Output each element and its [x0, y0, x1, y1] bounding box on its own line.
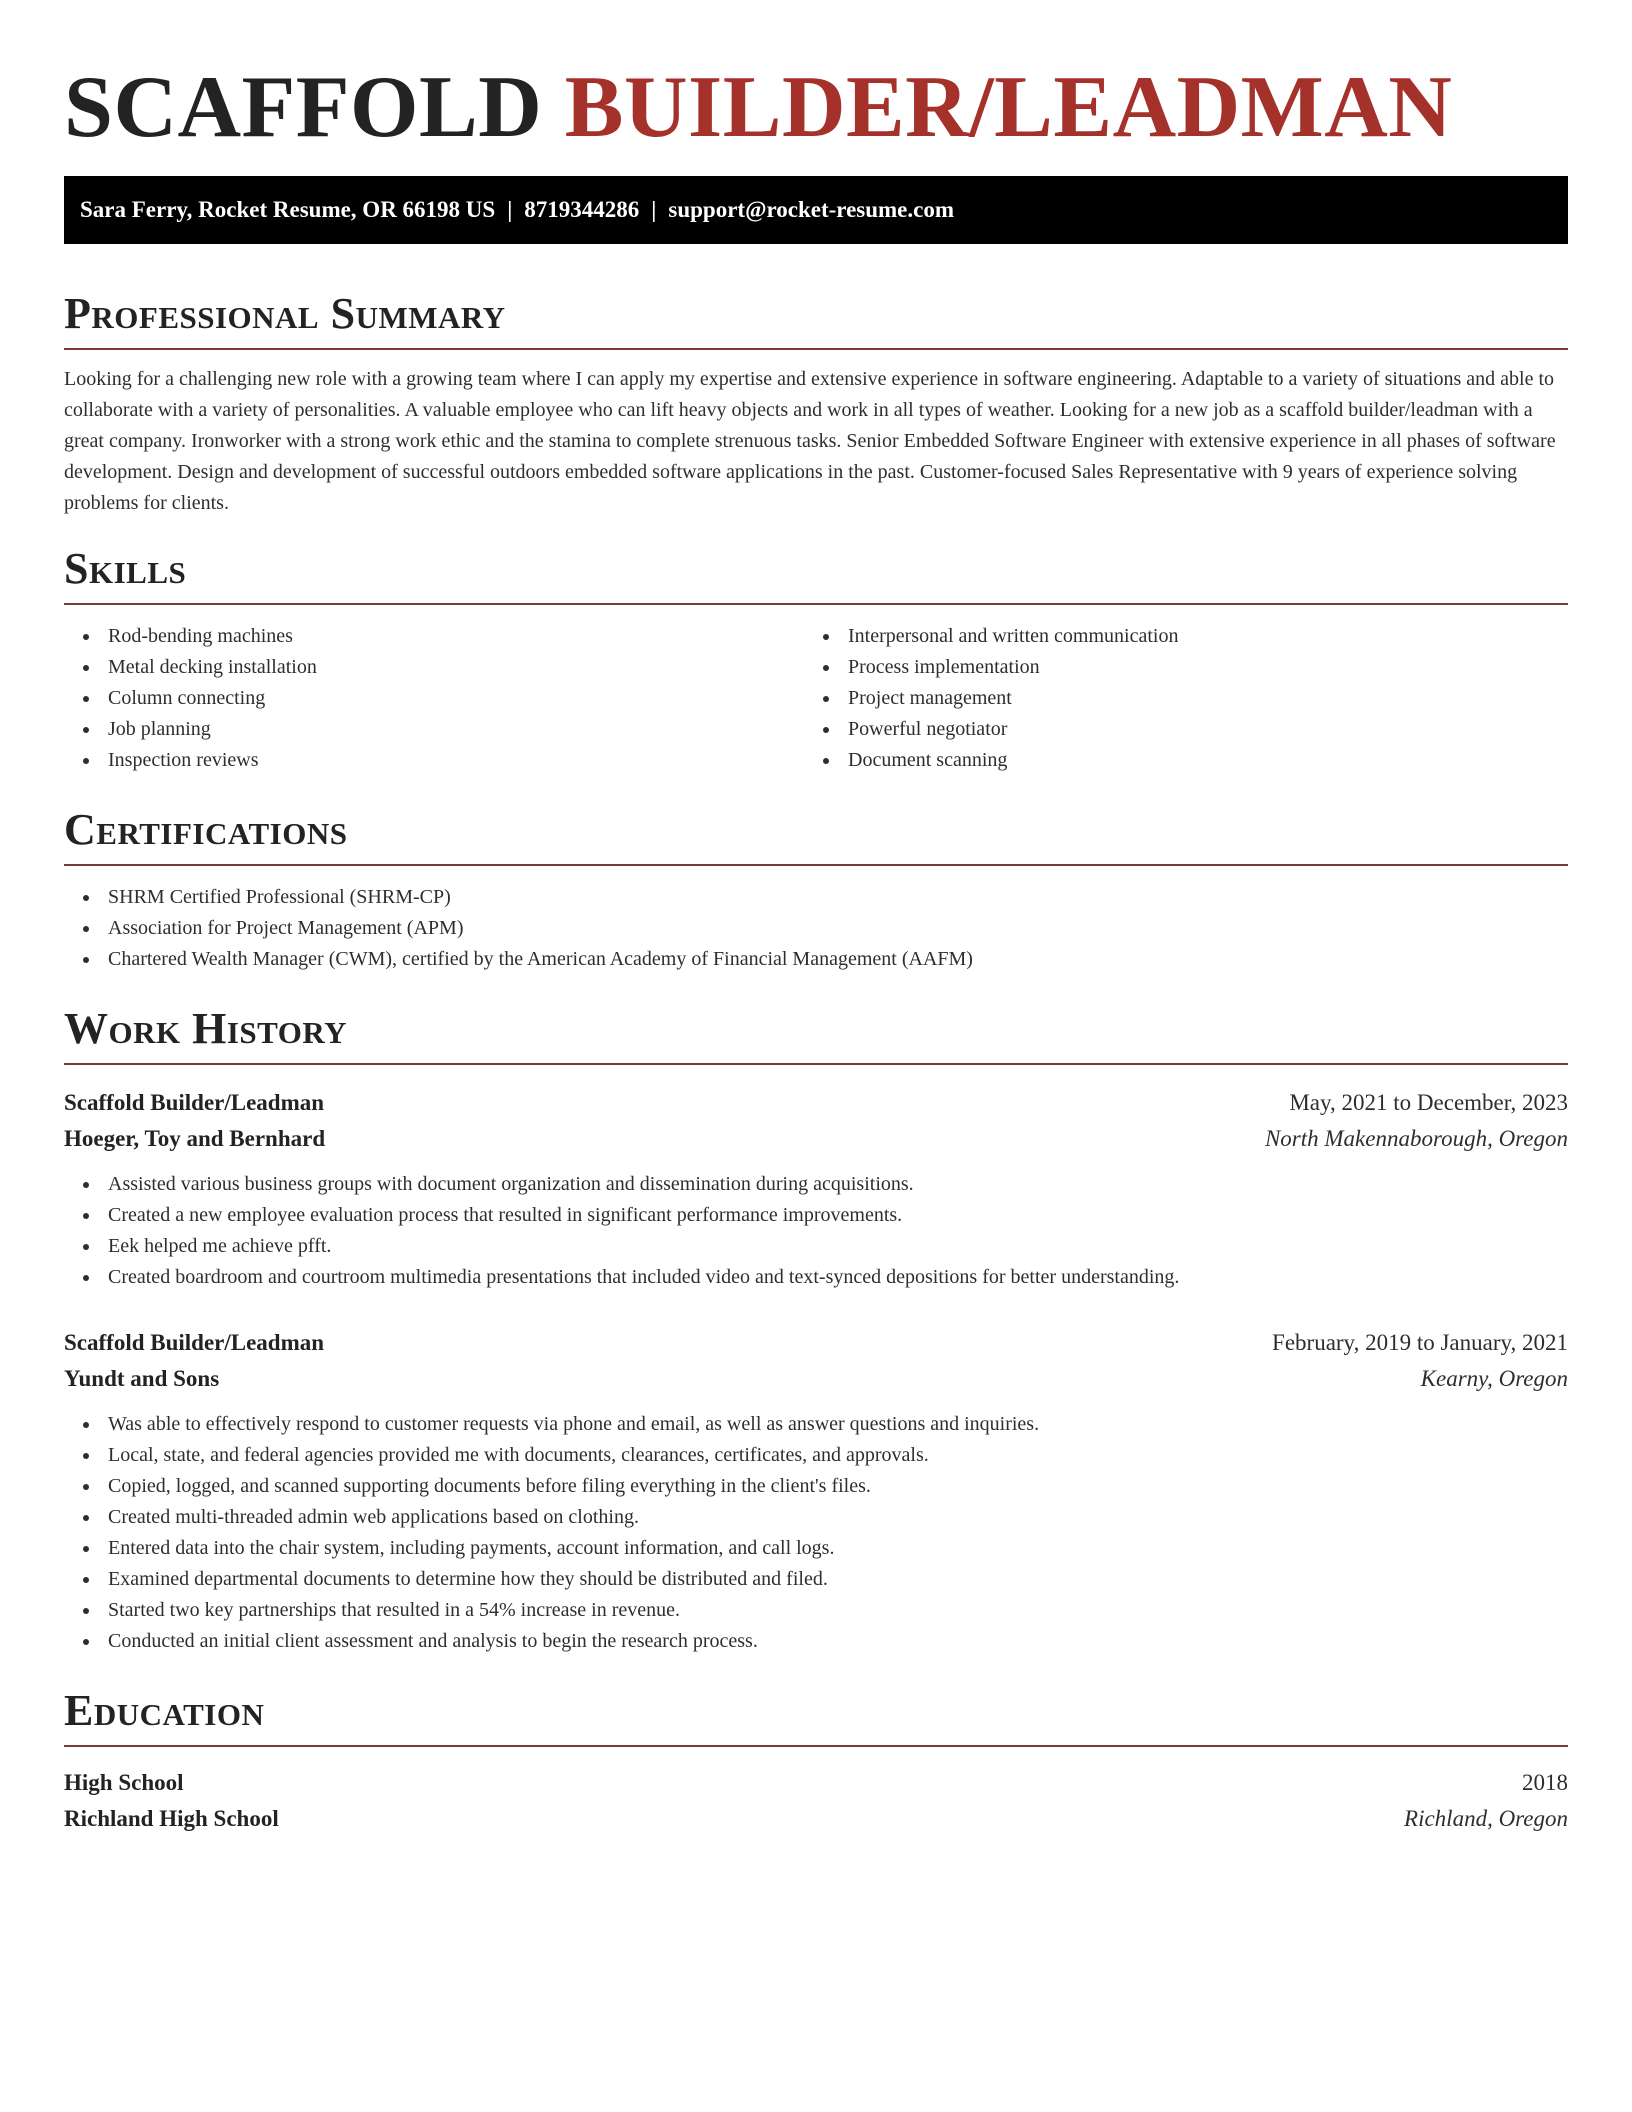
- contact-separator: |: [507, 197, 513, 222]
- job-bullet: Local, state, and federal agencies provided me with documents, clearances, certificates, and approvals.: [64, 1440, 1568, 1471]
- education-degree: High School: [64, 1770, 184, 1795]
- skill-item: Process implementation: [804, 652, 1568, 683]
- summary-section: [64, 288, 1568, 519]
- job-entry: [64, 1325, 1568, 1657]
- job-bullet: Assisted various business groups with document organization and dissemination during acquisitions.: [64, 1169, 1568, 1200]
- skills-section: [64, 543, 1568, 776]
- certifications-section: [64, 804, 1568, 975]
- job-company: Yundt and Sons: [64, 1366, 220, 1391]
- job-bullet: Eek helped me achieve pfft.: [64, 1231, 1568, 1262]
- certification-item: Association for Project Management (APM): [64, 913, 1568, 944]
- skill-item: Interpersonal and written communication: [804, 621, 1568, 652]
- job-entry: [64, 1085, 1568, 1293]
- job-bullet: Created a new employee evaluation process that resulted in significant performance improvements.: [64, 1200, 1568, 1231]
- job-bullet: Conducted an initial client assessment and analysis to begin the research process.: [64, 1626, 1568, 1657]
- skill-item: Column connecting: [64, 683, 804, 714]
- education-school: Richland High School: [64, 1806, 279, 1831]
- skill-item: Metal decking installation: [64, 652, 804, 683]
- education-location: Richland, Oregon: [1404, 1806, 1568, 1831]
- education-section: [64, 1685, 1568, 1837]
- job-bullets: [64, 1169, 1568, 1293]
- skills-heading: Skills: [64, 543, 1568, 605]
- title-dark-part: SCAFFOLD: [64, 59, 543, 156]
- work-history-section: [64, 1003, 1568, 1657]
- education-entry: [64, 1765, 1568, 1837]
- skills-list-left: [64, 621, 804, 776]
- job-bullets: [64, 1409, 1568, 1657]
- job-title: Scaffold Builder/Leadman: [64, 1330, 325, 1355]
- job-bullet: Copied, logged, and scanned supporting documents before filing everything in the client's files.: [64, 1471, 1568, 1502]
- job-title-row: [64, 1325, 1568, 1361]
- job-company-row: [64, 1361, 1568, 1397]
- education-school-row: [64, 1801, 1568, 1837]
- skill-item: Project management: [804, 683, 1568, 714]
- work-history-heading: Work History: [64, 1003, 1568, 1065]
- education-degree-row: [64, 1765, 1568, 1801]
- summary-text: Looking for a challenging new role with a growing team where I can apply my expertise and extensive experience in software engineering. Adaptable to a variety of situations and able to collaborate with a variety of personalities. A valuable employee who can lift heavy objects and work in all types of weather. Looking for a new job as a scaffold builder/leadman with a great company. Ironworker with a strong work ethic and the stamina to complete strenuous tasks. Senior Embedded Software Engineer with extensive experience in all phases of software development. Design and development of successful outdoors embedded software applications in the past. Customer-focused Sales Representative with 9 years of experience solving problems for clients.: [64, 368, 1556, 514]
- job-dates: February, 2019 to January, 2021: [1272, 1330, 1568, 1355]
- contact-separator: |: [651, 197, 657, 222]
- job-title-row: [64, 1085, 1568, 1121]
- job-bullet: Entered data into the chair system, including payments, account information, and call logs.: [64, 1533, 1568, 1564]
- job-bullet: Created multi-threaded admin web applications based on clothing.: [64, 1502, 1568, 1533]
- job-bullet: Was able to effectively respond to customer requests via phone and email, as well as answer questions and inquiries.: [64, 1409, 1568, 1440]
- contact-phone[interactable]: 8719344286: [524, 197, 640, 222]
- skills-grid: [64, 605, 1568, 776]
- certifications-heading: Certifications: [64, 804, 1568, 866]
- job-title: Scaffold Builder/Leadman: [64, 1090, 325, 1115]
- education-heading: Education: [64, 1685, 1568, 1747]
- job-company: Hoeger, Toy and Bernhard: [64, 1126, 326, 1151]
- contact-address: Sara Ferry, Rocket Resume, OR 66198 US: [80, 197, 496, 222]
- skill-item: Document scanning: [804, 745, 1568, 776]
- education-year: 2018: [1522, 1770, 1568, 1795]
- skill-item: Powerful negotiator: [804, 714, 1568, 745]
- job-bullet: Started two key partnerships that resulted in a 54% increase in revenue.: [64, 1595, 1568, 1626]
- certification-item: Chartered Wealth Manager (CWM), certified by the American Academy of Financial Management (AAFM): [64, 944, 1568, 975]
- skill-item: Job planning: [64, 714, 804, 745]
- skill-item: Inspection reviews: [64, 745, 804, 776]
- job-bullet: Examined departmental documents to determine how they should be distributed and filed.: [64, 1564, 1568, 1595]
- job-bullet: Created boardroom and courtroom multimedia presentations that included video and text-synced depositions for better understanding.: [64, 1262, 1568, 1293]
- job-location: Kearny, Oregon: [1420, 1366, 1568, 1391]
- contact-email[interactable]: support@rocket-resume.com: [668, 197, 955, 222]
- skill-item: Rod-bending machines: [64, 621, 804, 652]
- job-company-row: [64, 1121, 1568, 1157]
- job-location: North Makennaborough, Oregon: [1264, 1126, 1568, 1151]
- certification-item: SHRM Certified Professional (SHRM-CP): [64, 882, 1568, 913]
- job-dates: May, 2021 to December, 2023: [1289, 1090, 1568, 1115]
- certifications-list: [64, 882, 1568, 975]
- skills-list-right: [804, 621, 1568, 776]
- title-accent-part: BUILDER/LEADMAN: [564, 59, 1453, 156]
- resume-title: [64, 60, 1568, 156]
- summary-heading: Professional Summary: [64, 288, 1568, 350]
- contact-bar: [64, 176, 1568, 244]
